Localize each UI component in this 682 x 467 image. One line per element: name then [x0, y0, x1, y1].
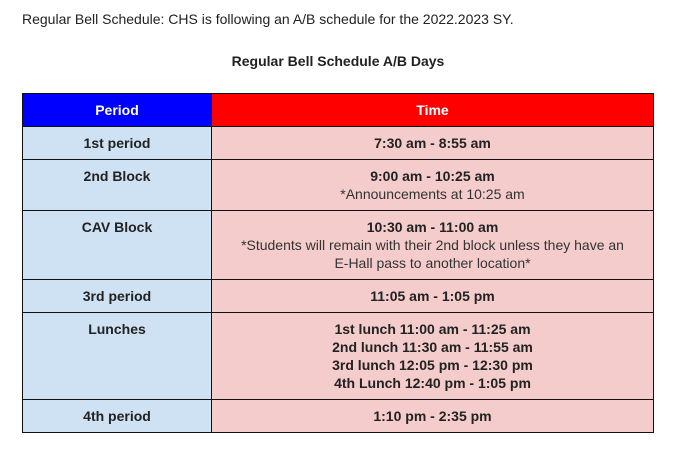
time-cell	[212, 127, 654, 160]
time-cell	[212, 400, 654, 433]
time-range: 7:30 am - 8:55 am	[374, 135, 491, 151]
table-row	[23, 400, 654, 433]
time-range: 11:05 am - 1:05 pm	[370, 288, 495, 304]
time-note: *Announcements at 10:25 am	[340, 186, 525, 202]
table-header-row	[23, 94, 654, 127]
time-note-line: *Students will remain with their 2nd block unless they have an	[241, 237, 624, 253]
lunch-time: 1st lunch 11:00 am - 11:25 am	[334, 321, 531, 337]
time-range: 1:10 pm - 2:35 pm	[373, 408, 492, 424]
period-label: CAV Block	[81, 219, 153, 235]
time-cell	[212, 313, 654, 400]
time-note-line: E-Hall pass to another location*	[334, 255, 531, 271]
time-cell	[212, 280, 654, 313]
table-row	[23, 313, 654, 400]
period-cell	[23, 211, 212, 280]
period-label: 2nd Block	[83, 168, 151, 184]
lunch-time: 2nd lunch 11:30 am - 11:55 am	[332, 339, 533, 355]
table-row	[23, 127, 654, 160]
lunch-time: 3rd lunch 12:05 pm - 12:30 pm	[332, 357, 533, 373]
period-cell	[23, 280, 212, 313]
period-cell	[23, 400, 212, 433]
period-label: 1st period	[83, 135, 151, 151]
time-cell	[212, 211, 654, 280]
period-label: Lunches	[88, 321, 146, 337]
header-period: Period	[23, 94, 212, 127]
header-time: Time	[212, 94, 654, 127]
period-label: 4th period	[83, 408, 151, 424]
table-row	[23, 160, 654, 211]
period-cell	[23, 127, 212, 160]
table-row	[23, 211, 654, 280]
period-label: 3rd period	[82, 288, 152, 304]
table-row	[23, 280, 654, 313]
lunch-time: 4th Lunch 12:40 pm - 1:05 pm	[334, 375, 531, 391]
time-cell	[212, 160, 654, 211]
time-range: 9:00 am - 10:25 am	[370, 168, 495, 184]
intro-text: Regular Bell Schedule: CHS is following an A/B schedule for the 2022.2023 SY.	[22, 11, 514, 27]
period-cell	[23, 160, 212, 211]
table-title: Regular Bell Schedule A/B Days	[231, 53, 445, 69]
time-range: 10:30 am - 11:00 am	[366, 219, 499, 235]
bell-schedule-table	[22, 93, 654, 433]
period-cell	[23, 313, 212, 400]
